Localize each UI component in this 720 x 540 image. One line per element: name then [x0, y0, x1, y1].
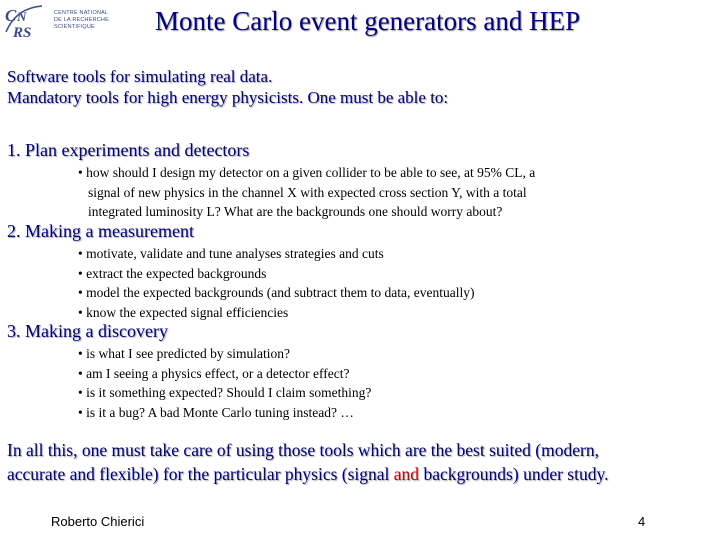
section-heading-discovery: 3. Making a discovery — [7, 321, 168, 341]
cnrs-logo-icon — [2, 2, 50, 42]
conclusion-line: In all this, one must take care of using those tools which are the best suited (modern, — [7, 440, 599, 460]
bullet-list-discovery — [78, 344, 371, 422]
logo-brand-c: C — [5, 6, 17, 25]
intro — [7, 66, 448, 108]
conclusion-text: accurate and flexible) for the particular physics (signal — [7, 464, 394, 484]
conclusion — [7, 438, 608, 486]
conclusion-highlight: and — [393, 464, 420, 484]
bullet-item: • is it something expected? Should I claim something? — [78, 385, 372, 400]
page-title: Monte Carlo event generators and HEP — [155, 6, 581, 36]
logo-text — [54, 10, 114, 31]
logo-line: DE LA RECHERCHE — [54, 17, 109, 23]
bullet-item: • am I seeing a physics effect, or a detector effect? — [78, 365, 350, 381]
conclusion-line — [7, 462, 608, 486]
bullet-item: • motivate, validate and tune analyses strategies and cuts — [78, 246, 384, 261]
bullet-list-plan — [78, 163, 535, 222]
cnrs-logo — [2, 2, 112, 42]
conclusion-text: backgrounds) under study. — [419, 464, 609, 484]
logo-brand-rs: RS — [13, 25, 32, 41]
footer-author: Roberto Chierici — [51, 514, 145, 529]
logo-line: SCIENTIFIQUE — [54, 24, 95, 30]
bullet-item: • model the expected backgrounds (and subtract them to data, eventually) — [78, 285, 475, 300]
bullet-item: • is what I see predicted by simulation? — [78, 346, 291, 361]
bullet-item: • know the expected signal efficiencies — [78, 304, 289, 320]
intro-line: Mandatory tools for high energy physicists. One must be able to: — [7, 88, 449, 107]
bullet-item-continuation: integrated luminosity L? What are the backgrounds one should worry about? — [88, 204, 503, 219]
page-number: 4 — [638, 514, 646, 529]
bullet-item-continuation: signal of new physics in the channel X with expected cross section Y, with a total — [88, 184, 527, 200]
bullet-item: • extract the expected backgrounds — [78, 265, 267, 281]
intro-line: Software tools for simulating real data. — [7, 67, 273, 86]
section-heading-measurement: 2. Making a measurement — [7, 221, 194, 241]
section-heading-plan: 1. Plan experiments and detectors — [7, 140, 250, 160]
bullet-item: • how should I design my detector on a given collider to be able to see, at 95% CL, a — [78, 165, 536, 180]
logo-brand-n: N — [17, 9, 27, 24]
bullet-list-measurement — [78, 244, 474, 322]
logo-line: CENTRE NATIONAL — [54, 10, 109, 16]
bullet-item: • is it a bug? A bad Monte Carlo tuning instead? … — [78, 404, 354, 420]
